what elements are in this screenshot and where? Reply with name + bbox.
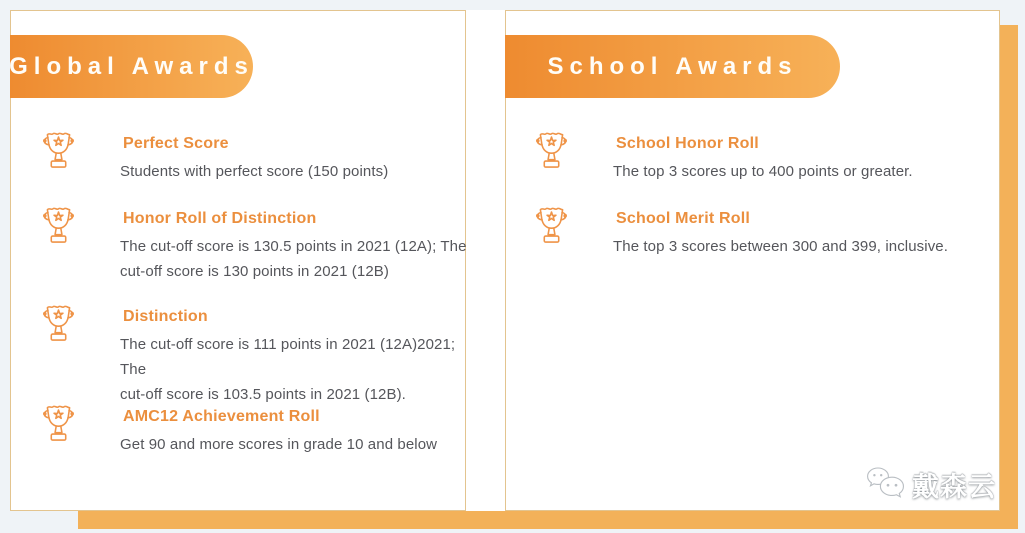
award-title: Honor Roll of Distinction bbox=[123, 210, 317, 227]
award-item bbox=[40, 128, 470, 184]
award-item bbox=[533, 128, 963, 184]
school-awards-header bbox=[505, 35, 840, 98]
award-description-line: cut-off score is 103.5 points in 2021 (12B). bbox=[120, 386, 406, 403]
accent-bar-bottom bbox=[78, 511, 1018, 529]
trophy-icon bbox=[533, 128, 570, 171]
watermark bbox=[866, 462, 996, 506]
award-description-line: The cut-off score is 130.5 points in 2021 (12A); The bbox=[120, 238, 467, 255]
award-description-line: The top 3 scores between 300 and 399, inclusive. bbox=[613, 238, 949, 255]
trophy-icon bbox=[40, 128, 77, 171]
global-awards-header-label: Global Awards bbox=[9, 52, 254, 80]
trophy-icon bbox=[533, 203, 570, 246]
trophy-icon bbox=[40, 301, 77, 344]
award-description-line: The cut-off score is 111 points in 2021 (12A)2021; The bbox=[120, 336, 456, 378]
school-awards-header-label: School Awards bbox=[547, 52, 798, 80]
award-title: Perfect Score bbox=[123, 135, 229, 152]
award-description-line: cut-off score is 130 points in 2021 (12B) bbox=[120, 263, 389, 280]
wechat-icon bbox=[866, 463, 906, 505]
award-item bbox=[40, 401, 470, 457]
global-awards-header bbox=[10, 35, 253, 98]
award-title: School Merit Roll bbox=[616, 210, 751, 227]
award-description-line: Students with perfect score (150 points) bbox=[120, 163, 389, 180]
trophy-icon bbox=[40, 203, 77, 246]
watermark-label: 戴森云 bbox=[912, 471, 996, 503]
award-title: Distinction bbox=[123, 308, 208, 325]
trophy-icon bbox=[40, 401, 77, 444]
award-item bbox=[40, 301, 470, 407]
accent-bar-right bbox=[1000, 25, 1018, 529]
award-title: School Honor Roll bbox=[616, 135, 759, 152]
award-item bbox=[40, 203, 470, 284]
award-description-line: Get 90 and more scores in grade 10 and below bbox=[120, 436, 438, 453]
award-description-line: The top 3 scores up to 400 points or greater. bbox=[613, 163, 913, 180]
award-item bbox=[533, 203, 963, 259]
award-title: AMC12 Achievement Roll bbox=[123, 408, 320, 425]
